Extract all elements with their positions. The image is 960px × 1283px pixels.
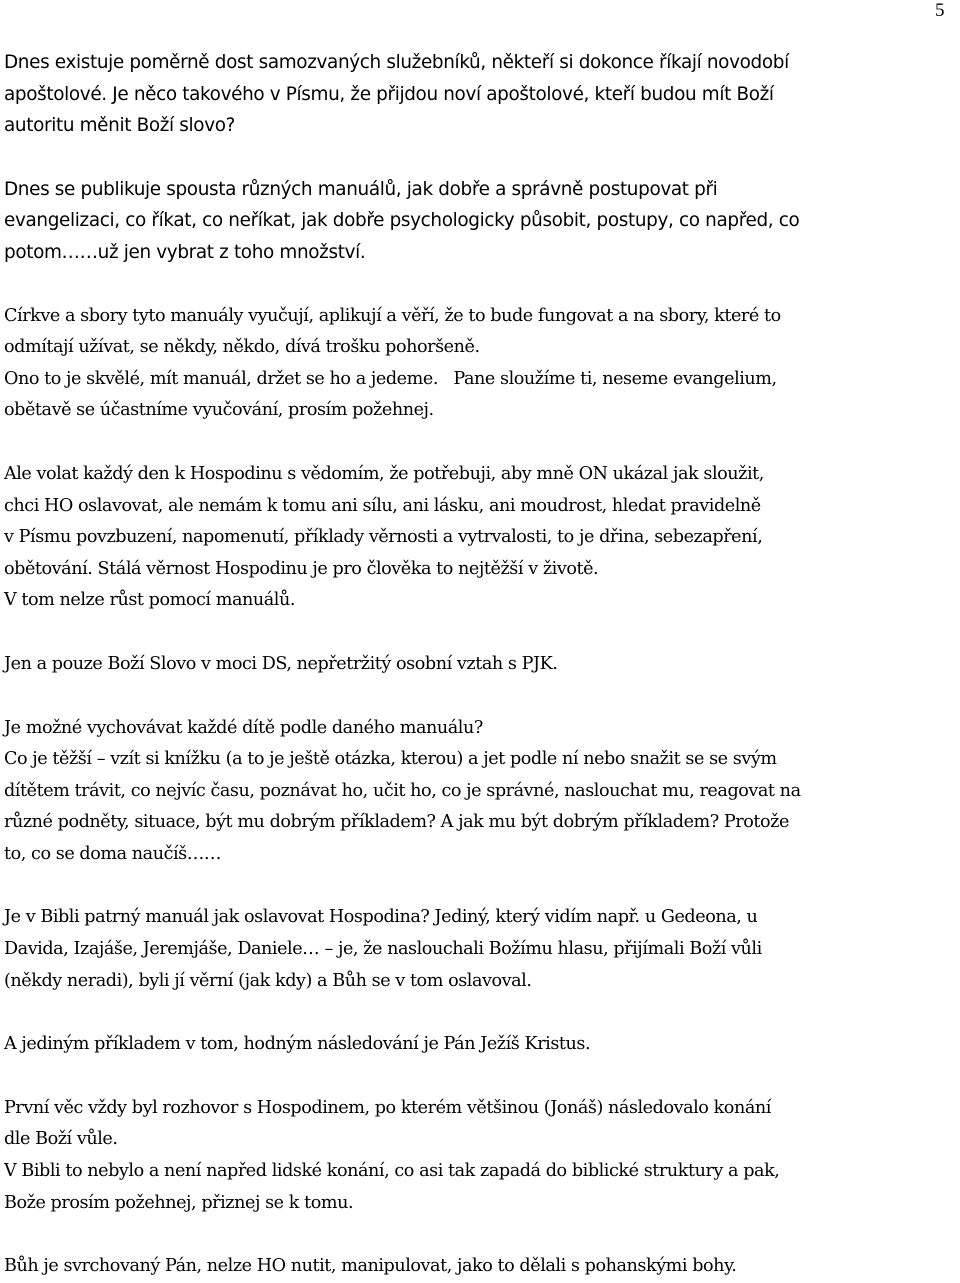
- document-body: [4, 47, 952, 1283]
- text-line: Je v Bibli patrný manuál jak oslavovat Hospodina? Jediný, který vidím např. u Gedeona, u: [4, 907, 758, 928]
- text-line: v Písmu povzbuzení, napomenutí, příklady věrnosti a vytrvalosti, to je dřina, sebezapření,: [4, 527, 763, 548]
- text-line: Dnes se publikuje spousta různých manuálů, jak dobře a správně postupovat při: [4, 178, 718, 200]
- paragraph-bozi-slovo: [4, 649, 952, 681]
- text-line: evangelizaci, co říkat, co neříkat, jak dobře psychologicky působit, postupy, co napřed, co: [4, 210, 800, 232]
- text-line: Bože prosím požehnej, přiznej se k tomu.: [4, 1192, 354, 1213]
- paragraph-cirkve-a-sbory: [4, 301, 952, 427]
- text-line: obětování. Stálá věrnost Hospodinu je pro člověka to nejtěžší v životě.: [4, 558, 599, 579]
- text-line: různé podněty, situace, být mu dobrým příkladem? A jak mu být dobrým příkladem? Protože: [4, 812, 789, 833]
- text-line: Ale volat každý den k Hospodinu s vědomím, že potřebuji, aby mně ON ukázal jak sloužit,: [4, 463, 764, 484]
- text-line: A jediným příkladem v tom, hodným následování je Pán Ježíš Kristus.: [4, 1034, 591, 1055]
- paragraph-manualy-evangelizace: [4, 174, 952, 269]
- text-line: V tom nelze růst pomocí manuálů.: [4, 590, 295, 611]
- text-line: potom……už jen vybrat z toho množství.: [4, 241, 366, 263]
- text-line: Co je těžší – vzít si knížku (a to je ještě otázka, kterou) a jet podle ní nebo snažit se se svým: [4, 749, 777, 770]
- text-line: dle Boží vůle.: [4, 1129, 118, 1150]
- text-line: chci HO oslavovat, ale nemám k tomu ani sílu, ani lásku, ani moudrost, hledat pravidelně: [4, 495, 761, 516]
- paragraph-svrchovany-pan: [4, 1251, 952, 1283]
- paragraph-jediny-priklad: [4, 1029, 952, 1061]
- text-line: (někdy neradi), byli jí věrní (jak kdy) a Bůh se v tom oslavoval.: [4, 970, 532, 991]
- text-line: odmítají užívat, se někdy, někdo, dívá trošku pohoršeně.: [4, 337, 480, 358]
- paragraph-samozvani-sluzebnici: [4, 47, 952, 142]
- text-line: Bůh je svrchovaný Pán, nelze HO nutit, manipulovat, jako to dělali s pohanskými bohy.: [4, 1256, 737, 1277]
- text-line: V Bibli to nebylo a není napřed lidské konání, co asi tak zapadá do biblické struktury a pak,: [4, 1161, 780, 1182]
- paragraph-volat-k-hospodinu: [4, 459, 952, 617]
- paragraph-vychova-ditete: [4, 713, 952, 871]
- text-line: apoštolové. Je něco takového v Písmu, že přijdou noví apoštolové, kteří budou mít Boží: [4, 83, 774, 105]
- text-line: Dnes existuje poměrně dost samozvaných služebníků, někteří si dokonce říkají novodobí: [4, 52, 789, 73]
- text-line: autoritu měnit Boží slovo?: [4, 115, 236, 137]
- text-line: to, co se doma naučíš……: [4, 843, 222, 864]
- text-line: Jen a pouze Boží Slovo v moci DS, nepřetržitý osobní vztah s PJK.: [4, 653, 558, 674]
- text-line: dítětem trávit, co nejvíc času, poznávat ho, učit ho, co je správné, naslouchat mu, reagovat na: [4, 780, 801, 801]
- page-number: 5: [935, 0, 945, 21]
- paragraph-rozhovor-s-hospodinem: [4, 1093, 952, 1219]
- text-line: Ono to je skvělé, mít manuál, držet se ho a jedeme. Pane sloužíme ti, neseme evangelium,: [4, 368, 777, 389]
- text-line: obětavě se účastníme vyučování, prosím požehnej.: [4, 400, 434, 421]
- paragraph-manual-v-bibli: [4, 902, 952, 997]
- text-line: Církve a sbory tyto manuály vyučují, aplikují a věří, že to bude fungovat a na sbory, které to: [4, 305, 781, 326]
- text-line: Je možné vychovávat každé dítě podle daného manuálu?: [4, 717, 483, 738]
- text-line: Davida, Izajáše, Jeremjáše, Daniele… – je, že naslouchali Božímu hlasu, přijímali Boží vůli: [4, 939, 762, 960]
- text-line: První věc vždy byl rozhovor s Hospodinem, po kterém většinou (Jonáš) následovalo konání: [4, 1097, 771, 1118]
